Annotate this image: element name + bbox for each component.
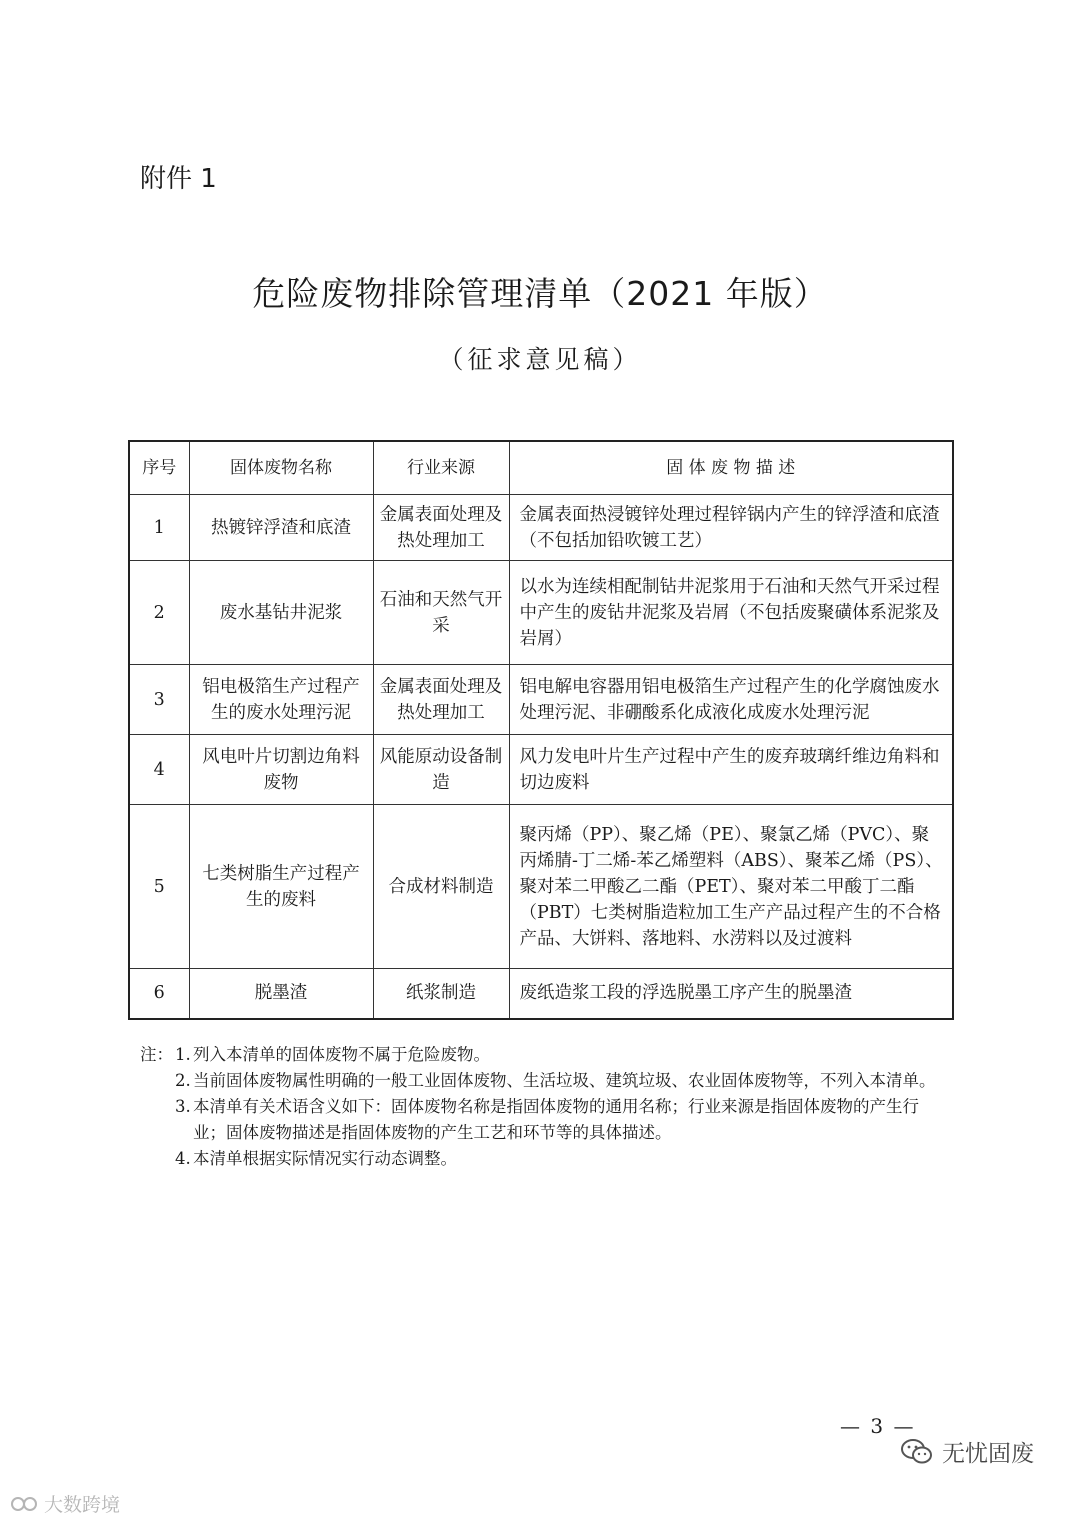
note-text: 本清单有关术语含义如下：固体废物名称是指固体废物的通用名称；行业来源是指固体废物的产生行业；固体废物描述是指固体废物的产生工艺和环节等的具体描述。 (193, 1097, 919, 1142)
cell-waste-name: 风电叶片切割边角料废物 (189, 735, 373, 805)
cell-number: 6 (129, 969, 189, 1019)
note-number: 3. (175, 1097, 191, 1116)
notes-section (140, 1042, 950, 1172)
notes-prefix: 注： (140, 1045, 173, 1064)
header-industry-source: 行业来源 (373, 441, 509, 495)
note-number: 4. (175, 1149, 191, 1168)
watermark-left-text: 大数跨境 (44, 1494, 121, 1516)
header-number: 序号 (129, 441, 189, 495)
cell-number: 3 (129, 665, 189, 735)
cell-industry-source: 金属表面处理及热处理加工 (373, 665, 509, 735)
attachment-label: 附件 1 (140, 164, 217, 194)
cell-industry-source: 石油和天然气开采 (373, 561, 509, 665)
note-number: 2. (175, 1071, 191, 1090)
cell-number: 4 (129, 735, 189, 805)
watermark-logo-icon (10, 1493, 40, 1515)
cell-number: 5 (129, 805, 189, 969)
note-item (140, 1068, 950, 1094)
cell-waste-name: 七类树脂生产过程产生的废料 (189, 805, 373, 969)
cell-description: 聚丙烯（PP）、聚乙烯（PE）、聚氯乙烯（PVC）、聚丙烯腈-丁二烯-苯乙烯塑料（ABS）、聚苯乙烯（PS）、聚对苯二甲酸乙二酯（PET）、聚对苯二甲酸丁二酯（PBT）七类树脂造粒加工生产产品过程产生的不合格产品、大饼料、落地料、水涝料以及过渡料 (509, 805, 953, 969)
note-text: 本清单根据实际情况实行动态调整。 (193, 1149, 457, 1168)
watermark-right-text: 无忧固废 (942, 1441, 1034, 1467)
table-row (129, 969, 953, 1019)
note-item (140, 1042, 950, 1068)
cell-waste-name: 热镀锌浮渣和底渣 (189, 495, 373, 561)
cell-description: 金属表面热浸镀锌处理过程锌锅内产生的锌浮渣和底渣（不包括加铅吹镀工艺） (509, 495, 953, 561)
cell-description: 风力发电叶片生产过程中产生的废弃玻璃纤维边角料和切边废料 (509, 735, 953, 805)
cell-number: 2 (129, 561, 189, 665)
watermark-left (10, 1490, 120, 1517)
page-number: — 3 — (840, 1414, 916, 1438)
table-row (129, 735, 953, 805)
cell-description: 废纸造浆工段的浮选脱墨工序产生的脱墨渣 (509, 969, 953, 1019)
cell-industry-source: 纸浆制造 (373, 969, 509, 1019)
note-number: 1. (175, 1045, 191, 1064)
table-header-row (129, 441, 953, 495)
table-row (129, 561, 953, 665)
header-waste-name: 固体废物名称 (189, 441, 373, 495)
cell-waste-name: 废水基钻井泥浆 (189, 561, 373, 665)
watermark-right (900, 1435, 1034, 1468)
note-text: 列入本清单的固体废物不属于危险废物。 (193, 1045, 490, 1064)
cell-industry-source: 风能原动设备制造 (373, 735, 509, 805)
header-description: 固 体 废 物 描 述 (509, 441, 953, 495)
document-title: 危险废物排除管理清单（2021 年版） (252, 274, 828, 313)
table-row (129, 495, 953, 561)
cell-description: 以水为连续相配制钻井泥浆用于石油和天然气开采过程中产生的废钻井泥浆及岩屑（不包括废聚磺体系泥浆及岩屑） (509, 561, 953, 665)
cell-number: 1 (129, 495, 189, 561)
table-row (129, 665, 953, 735)
note-item (140, 1094, 950, 1146)
cell-waste-name: 铝电极箔生产过程产生的废水处理污泥 (189, 665, 373, 735)
cell-industry-source: 金属表面处理及热处理加工 (373, 495, 509, 561)
note-text: 当前固体废物属性明确的一般工业固体废物、生活垃圾、建筑垃圾、农业固体废物等，不列入本清单。 (193, 1071, 936, 1090)
table-row (129, 805, 953, 969)
cell-waste-name: 脱墨渣 (189, 969, 373, 1019)
cell-industry-source: 合成材料制造 (373, 805, 509, 969)
document-subtitle: （征求意见稿） (438, 345, 642, 374)
cell-description: 铝电解电容器用铝电极箔生产过程产生的化学腐蚀废水处理污泥、非硼酸系化成液化成废水处理污泥 (509, 665, 953, 735)
waste-exclusion-table (128, 440, 954, 1020)
wechat-icon (900, 1438, 934, 1466)
note-item (140, 1146, 950, 1172)
